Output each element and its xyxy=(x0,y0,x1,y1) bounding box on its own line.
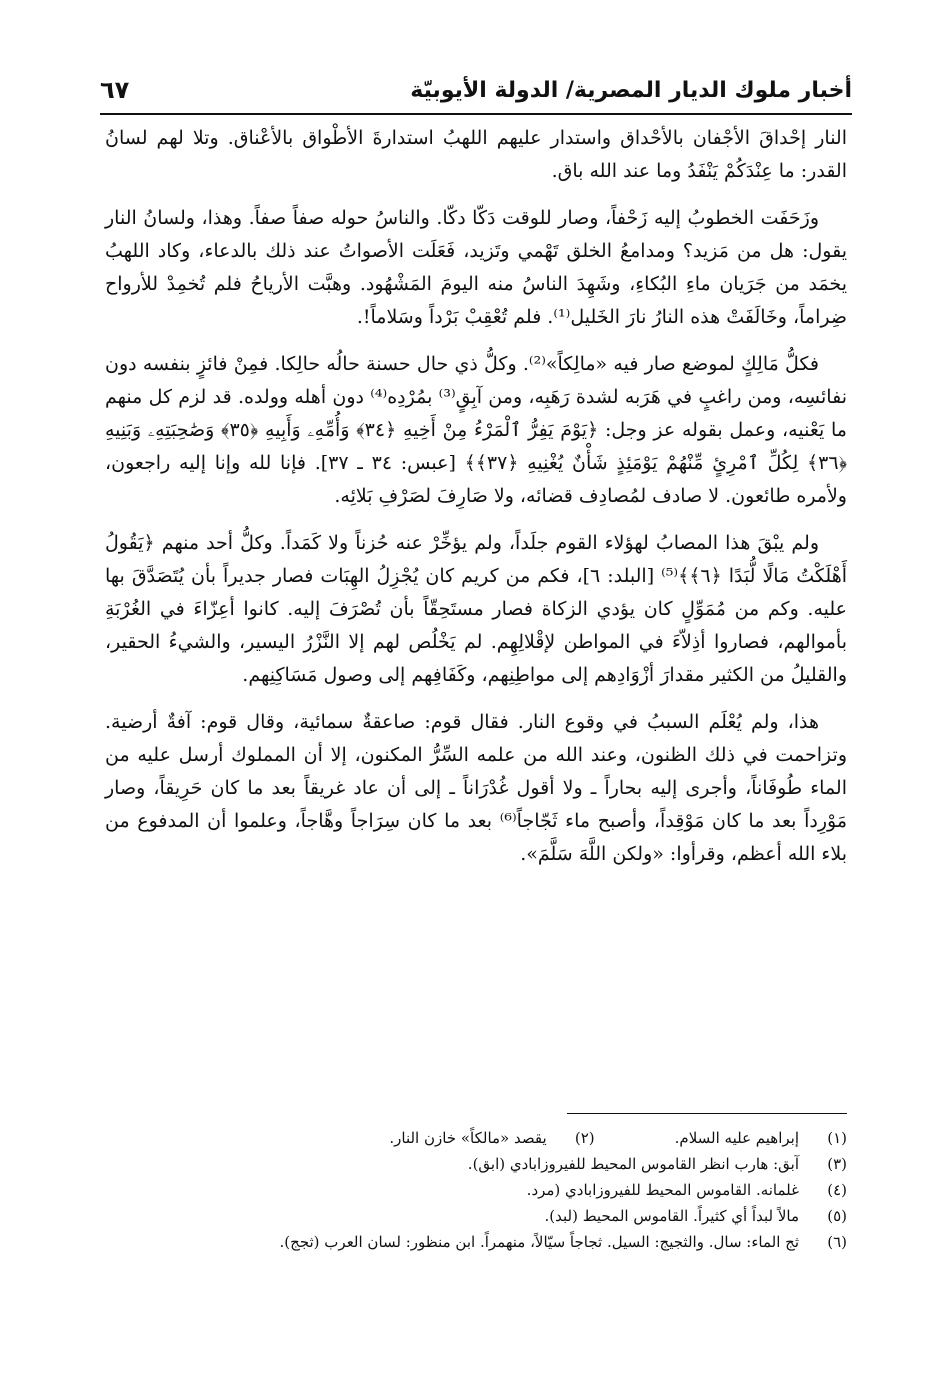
footnote xyxy=(468,1151,847,1177)
paragraph: هذا، ولم يُعْلَم السببُ في وقوع النار. فقال قوم: صاعقةٌ سمائية، وقال قوم: آفةٌ أرضية. وتزاحمت في ذلك الظنون، وعند الله من علمه السِّرُّ المكنون، إلا أن المملوك أرسل عليه من الماء طُوفَاناً، وأجرى إليه بحاراً ـ ولا أقول غُدْرَاناً ـ إلى أن عاد غريقاً بعد ما كان حَرِيقاً، وصار مَوْرِداً بعد ما كان مَوْقِداً، وأصبح ماء ثَجّاجاً⁽⁶⁾ بعد ما كان سِرَاجاً وهَّاجاً، وعلموا أن المدفوع من بلاء الله أعظم، وقرأوا: «ولكن اللَّهَ سَلَّمَ». xyxy=(105,711,847,865)
paragraph: فكلُّ مَالِكٍ لموضع صار فيه «مالِكاً»⁽²⁾. وكلُّ ذي حال حسنة حالُه حالِكا. فمِنْ فائزٍ بنفسه دون نفائسِه، ومن راغبٍ في هَرَبه لشدة رَهَبِه، ومن آبِقٍ⁽³⁾ بمُرْدِه⁽⁴⁾ دون أهله وولده. قد لزم كل منهم ما يَعْنيه، وعمل بقوله عز وجل: ﴿يَوْمَ يَفِرُّ ٱلْمَرْءُ مِنْ أَخِيهِ ﴿٣٤﴾ وَأُمِّهِۦ وَأَبِيهِ ﴿٣٥﴾ وَصَٰحِبَتِهِۦ وَبَنِيهِ ﴿٣٦﴾ لِكُلِّ ٱمْرِئٍ مِّنْهُمْ يَوْمَئِذٍ شَأْنٌ يُغْنِيهِ ﴿٣٧﴾﴾ [عبس: ٣٤ ـ ٣٧]. فإنا لله وإنا إليه راجعون، ولأمره طائعون. لا صادف لمُصادِف قضائه، ولا صَارِفَ لصَرْفِ بَلائِه. xyxy=(105,353,847,507)
footnote xyxy=(675,1125,847,1151)
footnote-text: إبراهيم عليه السلام. xyxy=(674,1129,799,1147)
footnote-row xyxy=(105,1125,847,1151)
header-rule xyxy=(100,113,852,115)
page-header xyxy=(100,70,852,110)
footnote-text: ثج الماء: سال. والثجيج: السيل. ثجاجاً سيّالاً، منهمراً. ابن منظور: لسان العرب (ثجج). xyxy=(279,1233,799,1251)
footnote xyxy=(389,1125,594,1151)
footnote-number: (٦) xyxy=(827,1233,847,1251)
footnote-row xyxy=(105,1203,847,1229)
footnote-text: غلمانه. القاموس المحيط للفيروزابادي (مرد. xyxy=(526,1181,799,1199)
paragraph: النار إحْداقَ الأجْفان بالأحْداق واستدار عليهم اللهبُ استدارةَ الأطْواق بالأعْناق. وتلا لهم لسانُ القدر: ما عِنْدَكُمْ يَنْفَدُ وما عند الله باق. xyxy=(105,127,847,182)
footnote xyxy=(527,1177,847,1203)
footnote-number: (٣) xyxy=(827,1155,847,1173)
footnote-text: آبق: هارب انظر القاموس المحيط للفيروزابادي (ابق). xyxy=(467,1155,799,1173)
running-title: أخبار ملوك الديار المصرية/ الدولة الأيوبيّة xyxy=(410,77,852,103)
footnote-text: يقصد «مالكاً» خازن النار. xyxy=(389,1129,547,1147)
footnote-number: (٤) xyxy=(827,1181,847,1199)
footnote xyxy=(544,1203,847,1229)
footnote-row xyxy=(105,1177,847,1203)
footnote-row xyxy=(105,1229,847,1255)
footnote xyxy=(280,1229,847,1255)
footnote-number: (٢) xyxy=(574,1129,595,1147)
footnote-number: (١) xyxy=(827,1129,847,1147)
footnote-number: (٥) xyxy=(827,1207,847,1225)
footnote-text: مالاً لبداً أي كثيراً. القاموس المحيط (لبد). xyxy=(544,1207,799,1225)
paragraph: وزَحَفَت الخطوبُ إليه زَحْفاً، وصار للوقت دَكّا دكّا. والناسُ حوله صفاً صفاً. وهذا، ولسانُ النار يقول: هل من مَزيد؟ ومدامعُ الخلق تَهْمي وتَزيد، فَعَلَت الأصواتُ عند ذلك بالدعاء، وكاد اللهبُ يخمَد من جَرَيان ماءِ البُكاءِ، وشَهِدَ الناسُ منه اليومَ المَشْهُود. وهبَّت الأرياحُ فلم تُخمِدْ للأرواح ضِراماً، وخَالَفَتْ هذه النارُ نارَ الخَليل⁽¹⁾. فلم تُعْقِبْ بَرْداً وسَلاماً!. xyxy=(105,207,847,328)
page-number: ٦٧ xyxy=(100,76,130,104)
footnote-row xyxy=(105,1151,847,1177)
paragraph: ولم يبْقَ هذا المصابُ لهؤلاء القوم جلَداً، ولم يؤخِّرْ عنه حُزناً ولا كَمَداً. وكلُّ أحد منهم ﴿يَقُولُ أَهْلَكْتُ مَالًا لُّبَدًا ﴿٦﴾﴾⁽⁵⁾ [البلد: ٦]، فكم من كريم كان يُجْزِلُ الهِبَات فصار جديراً بأن يُتَصَدَّقَ بها عليه. وكم من مُمَوِّلٍ كان يؤدي الزكاة فصار مستَحِقّاً بأن تُصْرَفَ إليه. كانوا أعِزّاءَ في الغُرْبَةِ بأموالهم، فصاروا أذِلاّءَ في المواطن لإقْلالِهِم. لم يَخْلُص لهم إلا النَّزْرُ اليسير، والشيءُ الحقير، والقليلُ من الكثير مقدارَ أزْوَادِهم إلى مواطِنِهم، وكَفَافِهم إلى وصول مَسَاكِنِهم. xyxy=(105,532,847,686)
footnotes xyxy=(105,1125,847,1255)
main-text xyxy=(105,122,847,885)
footnote-rule xyxy=(567,1113,847,1114)
